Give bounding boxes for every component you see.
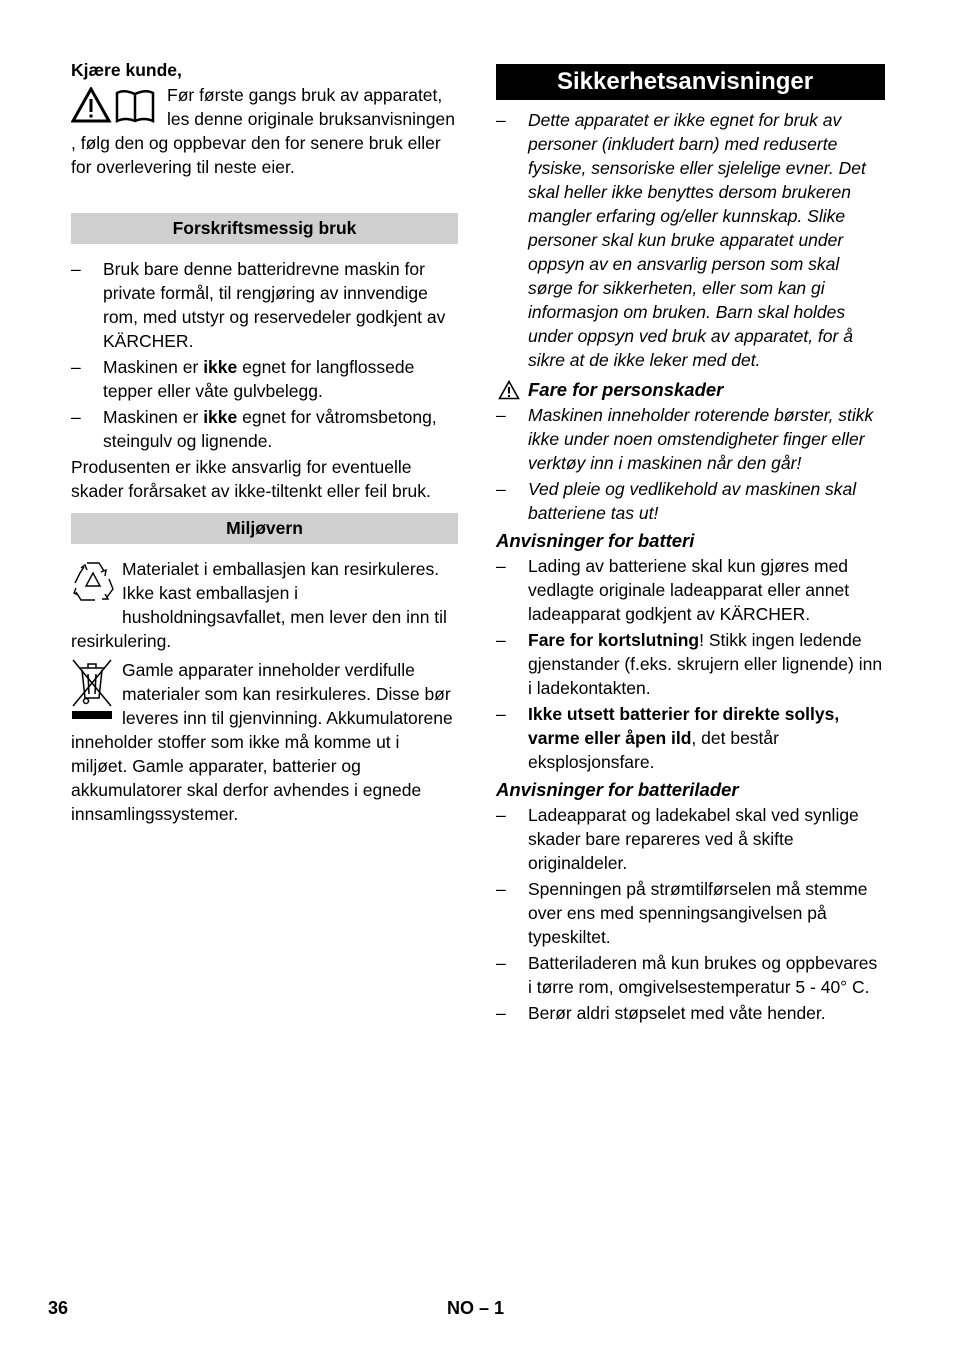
page-number: 36 (48, 1298, 69, 1318)
section-env-header: Miljøvern (71, 513, 458, 544)
list-item: – Ikke utsett batterier for direkte sollys, varme eller åpen ild, det består eksplosjonsfare. (496, 702, 885, 774)
crossed-bin-icon (71, 658, 113, 728)
recycle-paragraph (71, 557, 458, 653)
recycle-icon (71, 559, 115, 609)
list-item: – Ved pleie og vedlikehold av maskinen skal batteriene tas ut! (496, 477, 885, 525)
right-column (496, 64, 885, 1027)
list-item: – Fare for kortslutning! Stikk ingen ledende gjenstander (f.eks. skrujern eller lignende) inn i ladekontakten. (496, 628, 885, 700)
safety-intro-list (496, 108, 885, 372)
list-item: – Ladeapparat og ladekabel skal ved synlige skader bare repareres ved å skifte originaldeler. (496, 803, 885, 875)
use-list (71, 257, 458, 453)
list-item: – Lading av batteriene skal kun gjøres med vedlagte originale ladeapparat eller annet ladeapparat godkjent av KÄRCHER. (496, 554, 885, 626)
warning-manual-icon (71, 87, 159, 129)
battery-heading: Anvisninger for batteri (496, 530, 695, 551)
battery-list (496, 554, 885, 774)
charger-list (496, 803, 885, 1025)
intro-text: Før første gangs bruk av apparatet, les denne originale bruksanvisningen , følg den og oppbevar den for senere bruk eller for overlevering til neste eier. (71, 85, 455, 177)
list-item: – Maskinen er ikke egnet for langflossede tepper eller våte gulvbelegg. (71, 355, 458, 403)
recycle-text: Materialet i emballasjen kan resirkuleres. Ikke kast emballasjen i husholdningsavfallet, men lever den inn til resirkulering. (71, 559, 447, 651)
section-use-header: Forskriftsmessig bruk (71, 213, 458, 244)
list-item: – Bruk bare denne batteridrevne maskin for private formål, til rengjøring av innvendige rom, med utstyr og reservedeler godkjent av KÄRCHER. (71, 257, 458, 353)
greeting: Kjære kunde, (71, 60, 182, 80)
weee-text: Gamle apparater inneholder verdifulle materialer som kan resirkuleres. Disse bør leveres inn til gjenvinning. Akkumulatorene inneholder stoffer som ikke må komme ut i miljøet. Gamle apparater, batterier og akkumulatorer skal derfor avhendes i egnede innsamlingssystemer. (71, 660, 453, 824)
safety-title: Sikkerhetsanvisninger (496, 64, 885, 100)
danger-heading: Fare for personskader (496, 378, 885, 402)
charger-heading: Anvisninger for batterilader (496, 779, 739, 800)
list-item: – Dette apparatet er ikke egnet for bruk av personer (inkludert barn) med reduserte fysiske, sensoriske eller sjelelige evner. Det skal heller ikke benyttes dersom brukeren mangler erfaring og/eller kunnskap. Slike personer skal kun bruke apparatet under oppsyn av en ansvarlig person som skal sørge for sikkerheten, eller som kan gi informasjon om bruken. Barn skal holdes under oppsyn ved bruk av apparatet, for å sikre at de ikke leker med det. (496, 108, 885, 372)
list-item: – Berør aldri støpselet med våte hender. (496, 1001, 885, 1025)
weee-paragraph (71, 658, 458, 826)
warning-icon (498, 380, 520, 400)
list-item: – Batteriladeren må kun brukes og oppbevares i tørre rom, omgivelsestemperatur 5 - 40° C. (496, 951, 885, 999)
section-label: NO – 1 (447, 1298, 505, 1318)
liability-note: Produsenten er ikke ansvarlig for eventuelle skader forårsaket av ikke-tiltenkt eller feil bruk. (71, 457, 431, 501)
list-item: – Maskinen er ikke egnet for våtromsbetong, steingulv og lignende. (71, 405, 458, 453)
left-column (71, 58, 458, 826)
intro-paragraph (71, 83, 458, 203)
list-item: – Maskinen inneholder roterende børster, stikk ikke under noen omstendigheter finger eller verktøy inn i maskinen når den går! (496, 403, 885, 475)
list-item: – Spenningen på strømtilførselen må stemme over ens med spenningsangivelsen på typeskiltet. (496, 877, 885, 949)
danger-list (496, 403, 885, 525)
